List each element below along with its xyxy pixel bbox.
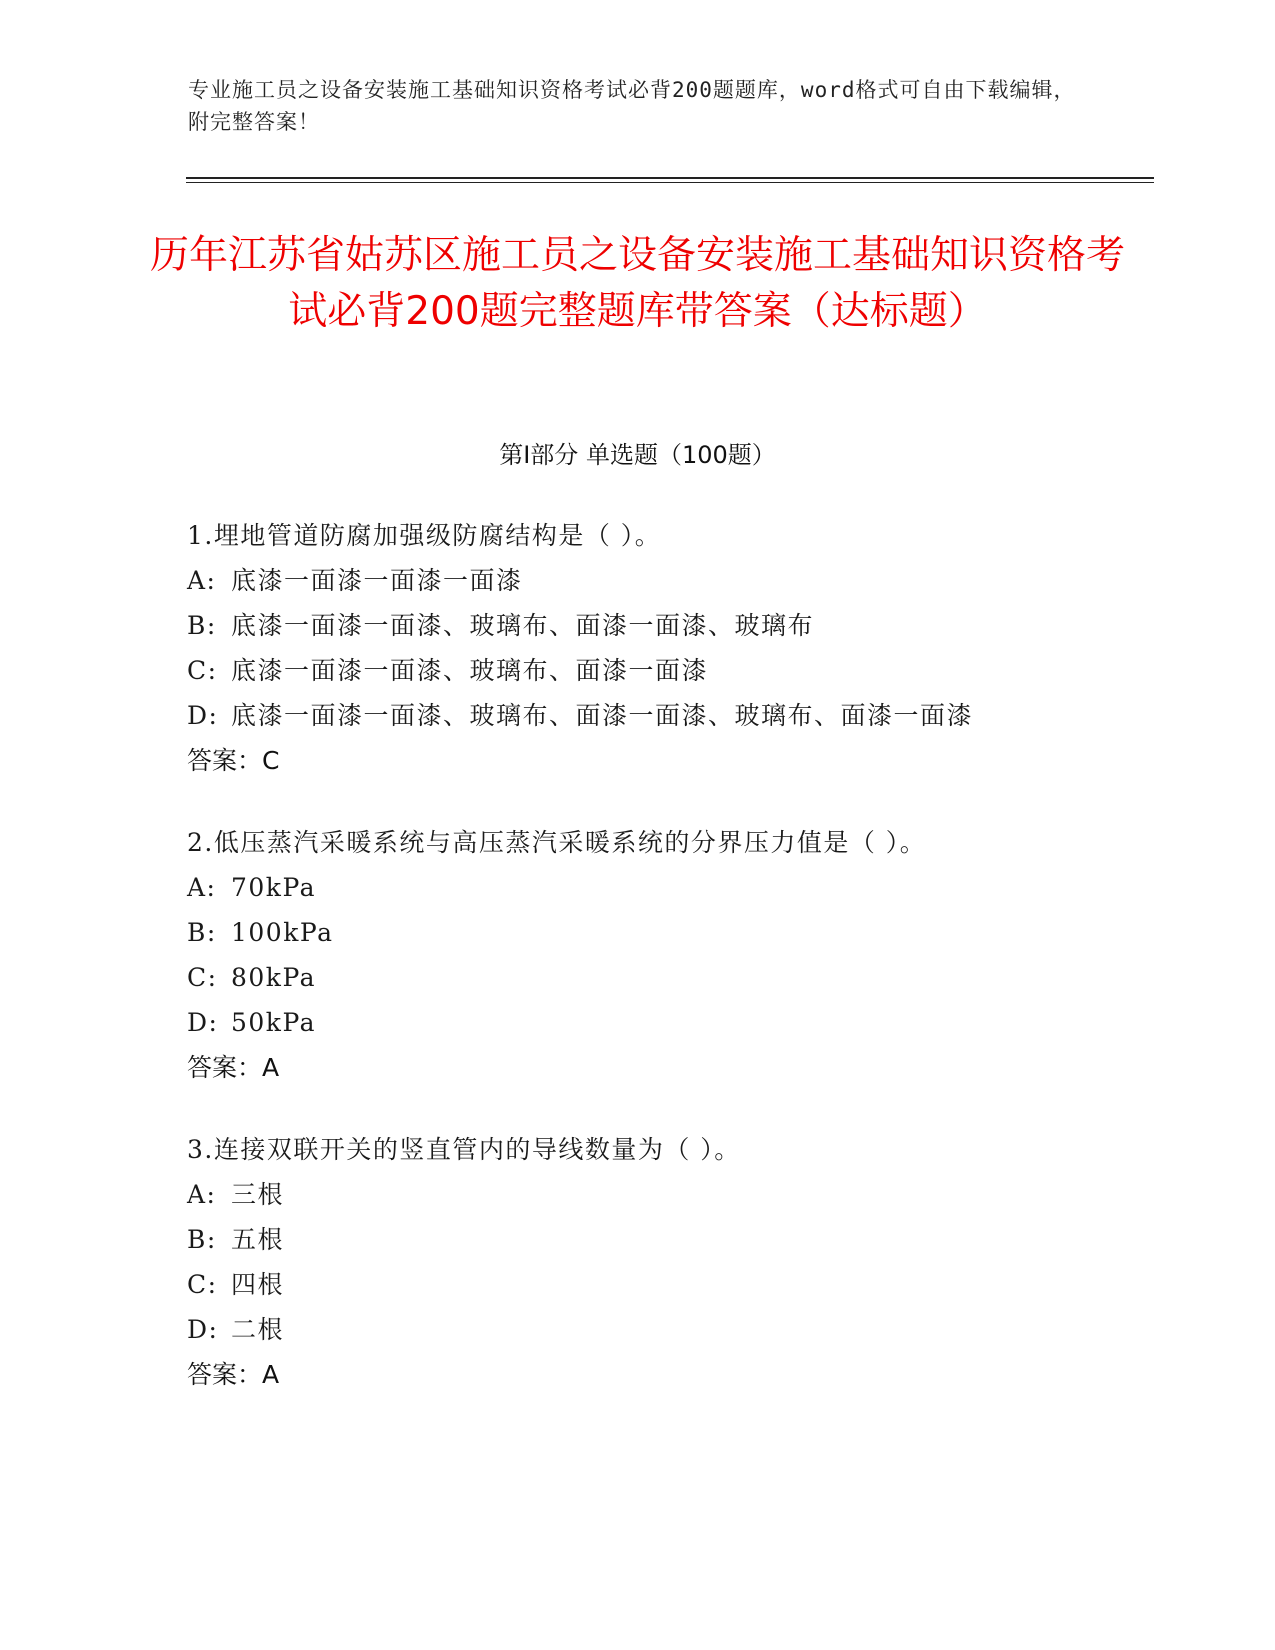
option-label: B: <box>187 611 217 640</box>
question-stem: 1.埋地管道防腐加强级防腐结构是（ ）。 <box>187 521 662 550</box>
option-label: D: <box>187 701 219 730</box>
option-label: C: <box>187 656 218 685</box>
option-text: 二根 <box>231 1315 285 1344</box>
option-label: B: <box>187 918 217 947</box>
answer-line: 答案：A <box>187 1360 280 1389</box>
option-b <box>187 910 1087 955</box>
option-a <box>187 558 1087 603</box>
question-stem: 2.低压蒸汽采暖系统与高压蒸汽采暖系统的分界压力值是（ ）。 <box>187 828 927 857</box>
option-text: 70kPa <box>231 873 317 902</box>
document-title: 历年江苏省姑苏区施工员之设备安装施工基础知识资格考试必背200题完整题库带答案（达标题） <box>150 233 1126 334</box>
header-divider-thick <box>186 177 1154 179</box>
option-c <box>187 648 1087 693</box>
option-text: 底漆一面漆一面漆一面漆 <box>231 566 523 595</box>
question-stem: 3.连接双联开关的竖直管内的导线数量为（ ）。 <box>187 1135 741 1164</box>
option-label: A: <box>187 1180 217 1209</box>
answer-line: 答案：C <box>187 746 280 775</box>
section-title: 第Ⅰ部分 单选题（100题） <box>499 441 776 469</box>
option-text: 80kPa <box>231 963 317 992</box>
option-label: A: <box>187 566 217 595</box>
option-text: 底漆一面漆一面漆、玻璃布、面漆一面漆、玻璃布、面漆一面漆 <box>231 701 974 730</box>
option-text: 三根 <box>231 1180 285 1209</box>
question-2 <box>187 820 1087 1090</box>
answer-line: 答案：A <box>187 1053 280 1082</box>
option-d <box>187 1000 1087 1045</box>
option-text: 50kPa <box>231 1008 317 1037</box>
option-label: A: <box>187 873 217 902</box>
option-c <box>187 1262 1087 1307</box>
option-text: 五根 <box>231 1225 285 1254</box>
option-b <box>187 603 1087 648</box>
option-label: B: <box>187 1225 217 1254</box>
option-b <box>187 1217 1087 1262</box>
option-text: 底漆一面漆一面漆、玻璃布、面漆一面漆 <box>231 656 709 685</box>
option-c <box>187 955 1087 1000</box>
header-note: 专业施工员之设备安装施工基础知识资格考试必背200题题库，word格式可自由下载编辑，附完整答案！ <box>188 78 1076 134</box>
option-label: C: <box>187 1270 218 1299</box>
question-1 <box>187 513 1087 783</box>
option-text: 四根 <box>231 1270 285 1299</box>
option-label: C: <box>187 963 218 992</box>
option-a <box>187 1172 1087 1217</box>
option-label: D: <box>187 1008 219 1037</box>
option-a <box>187 865 1087 910</box>
option-d <box>187 693 1087 738</box>
option-text: 100kPa <box>231 918 334 947</box>
header-divider-thin <box>186 182 1154 183</box>
option-d <box>187 1307 1087 1352</box>
question-3 <box>187 1127 1087 1397</box>
option-label: D: <box>187 1315 219 1344</box>
option-text: 底漆一面漆一面漆、玻璃布、面漆一面漆、玻璃布 <box>231 611 815 640</box>
